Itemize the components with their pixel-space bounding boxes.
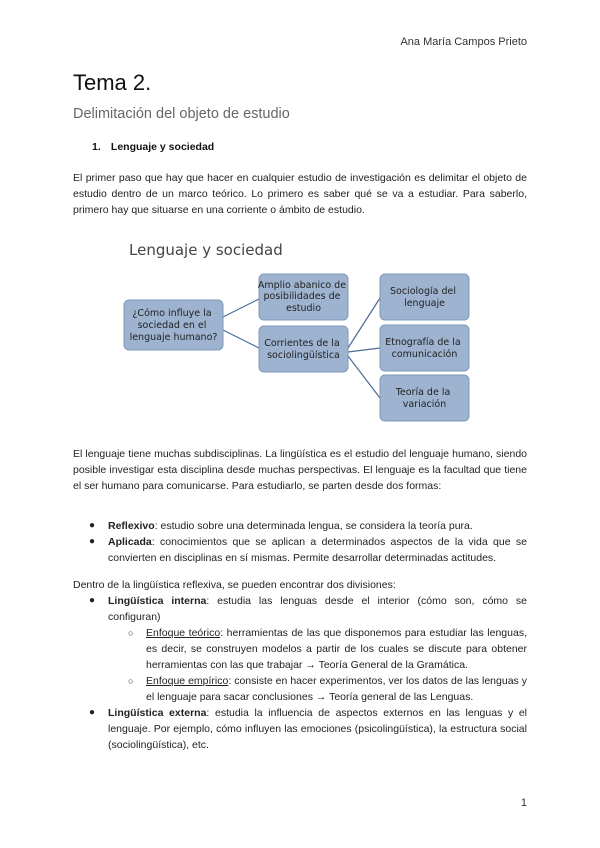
definition-enfoque-teorico: : herramientas de las que disponemos para estudiar las lenguas, es decir, se construyen modelos a partir de los cuales se discute para obtener herramientas con las que trabajar → Teoría General de la Gramática. <box>146 627 527 671</box>
page-subtitle: Delimitación del objeto de estudio <box>73 106 290 122</box>
bullet-icon: ● <box>89 520 96 531</box>
section-heading <box>92 141 214 153</box>
divisions-list <box>85 593 527 753</box>
term-reflexivo: Reflexivo <box>108 520 155 532</box>
section-number: 1. <box>92 141 101 153</box>
svg-text:Corrientes de la socioli: Corrientes de la sociolingüística <box>264 338 340 361</box>
definition-reflexivo: : estudio sobre una determinada lengua, se considera la teoría pura. <box>154 520 473 532</box>
page-title: Tema 2. <box>73 70 152 95</box>
diagram-right-box-1 <box>380 274 469 320</box>
forms-list <box>85 518 527 566</box>
list-item <box>85 705 527 753</box>
svg-text:Sociología del lenguaje: Sociología del lenguaje <box>389 286 456 309</box>
list-item <box>108 673 527 705</box>
definition-enfoque-empirico: : consiste en hacer experimentos, ver los datos de las lenguas y el lenguaje para sacar conclusiones → Teoría general de las Lenguas. <box>146 675 527 703</box>
definition-aplicada: : conocimientos que se aplican a determinados aspectos de la vida que se convierten en disciplinas en sí mismas. Permite desarrollar determinadas actitudes. <box>108 536 527 564</box>
bullet-icon: ● <box>89 536 96 547</box>
bullet-icon: ● <box>89 707 96 718</box>
subdisciplines-paragraph: El lenguaje tiene muchas subdisciplinas. La lingüística es el estudio del lenguaje humano, siendo posible investigar esta disciplina desde muchas perspectivas. El lenguaje es la facultad que tiene el ser humano para comunicarse. Para estudiarlo, se parten desde dos formas: <box>73 448 527 492</box>
diagram-middle-box-1 <box>258 274 349 320</box>
bullet-icon: ● <box>89 595 96 606</box>
divisions-intro: Dentro de la lingüística reflexiva, se pueden encontrar dos divisiones: <box>73 579 396 591</box>
term-linguistica-externa: Lingüística externa <box>108 707 207 719</box>
diagram-right-box-2 <box>380 325 469 371</box>
list-item <box>108 625 527 673</box>
svg-text:Amplio abanico de posibi: Amplio abanico de posibilidades de estudio <box>257 280 347 314</box>
list-item <box>85 534 527 566</box>
term-linguistica-interna: Lingüística interna <box>108 595 207 607</box>
diagram-middle-box-2 <box>259 326 348 372</box>
definition-linguistica-interna: : estudia las lenguas desde el interior (cómo son, cómo se configuran) <box>108 595 527 623</box>
list-item <box>85 593 527 705</box>
svg-text:¿Cómo influye la socieda: ¿Cómo influye la sociedad en el lenguaje humano? <box>129 308 218 343</box>
definition-linguistica-externa: : estudia la influencia de aspectos externos en las lenguas y el lenguaje. Por ejemplo, cómo influyen las emociones (psicolingüística), la estructura social (sociolingüística), etc. <box>108 707 527 751</box>
diagram-question-box <box>124 300 223 350</box>
intro-paragraph: El primer paso que hay que hacer en cualquier estudio de investigación es delimitar el objeto de estudio dentro de un marco teórico. Lo primero es saber qué se va a estudiar. Para saberlo, primero hay que situarse en una corriente o ámbito de estudio. <box>73 172 527 216</box>
circle-bullet-icon: ○ <box>128 628 134 638</box>
page-number: 1 <box>520 797 527 809</box>
diagram-right-box-3 <box>380 375 469 421</box>
svg-text:Teoría de la variación: Teoría de la variación <box>395 387 451 410</box>
term-enfoque-empirico: Enfoque empírico <box>146 675 229 687</box>
term-aplicada: Aplicada <box>108 536 152 548</box>
svg-text:Etnografía de la comunic: Etnografía de la comunicación <box>385 337 461 360</box>
concept-diagram <box>118 236 502 422</box>
term-enfoque-teorico: Enfoque teórico <box>146 627 221 639</box>
list-item <box>85 518 527 534</box>
diagram-title: Lenguaje y sociedad <box>129 241 283 259</box>
circle-bullet-icon: ○ <box>128 676 134 686</box>
header-author: Ana María Campos Prieto <box>400 36 527 48</box>
interna-sublist <box>108 625 527 705</box>
section-title: Lenguaje y sociedad <box>110 141 215 153</box>
